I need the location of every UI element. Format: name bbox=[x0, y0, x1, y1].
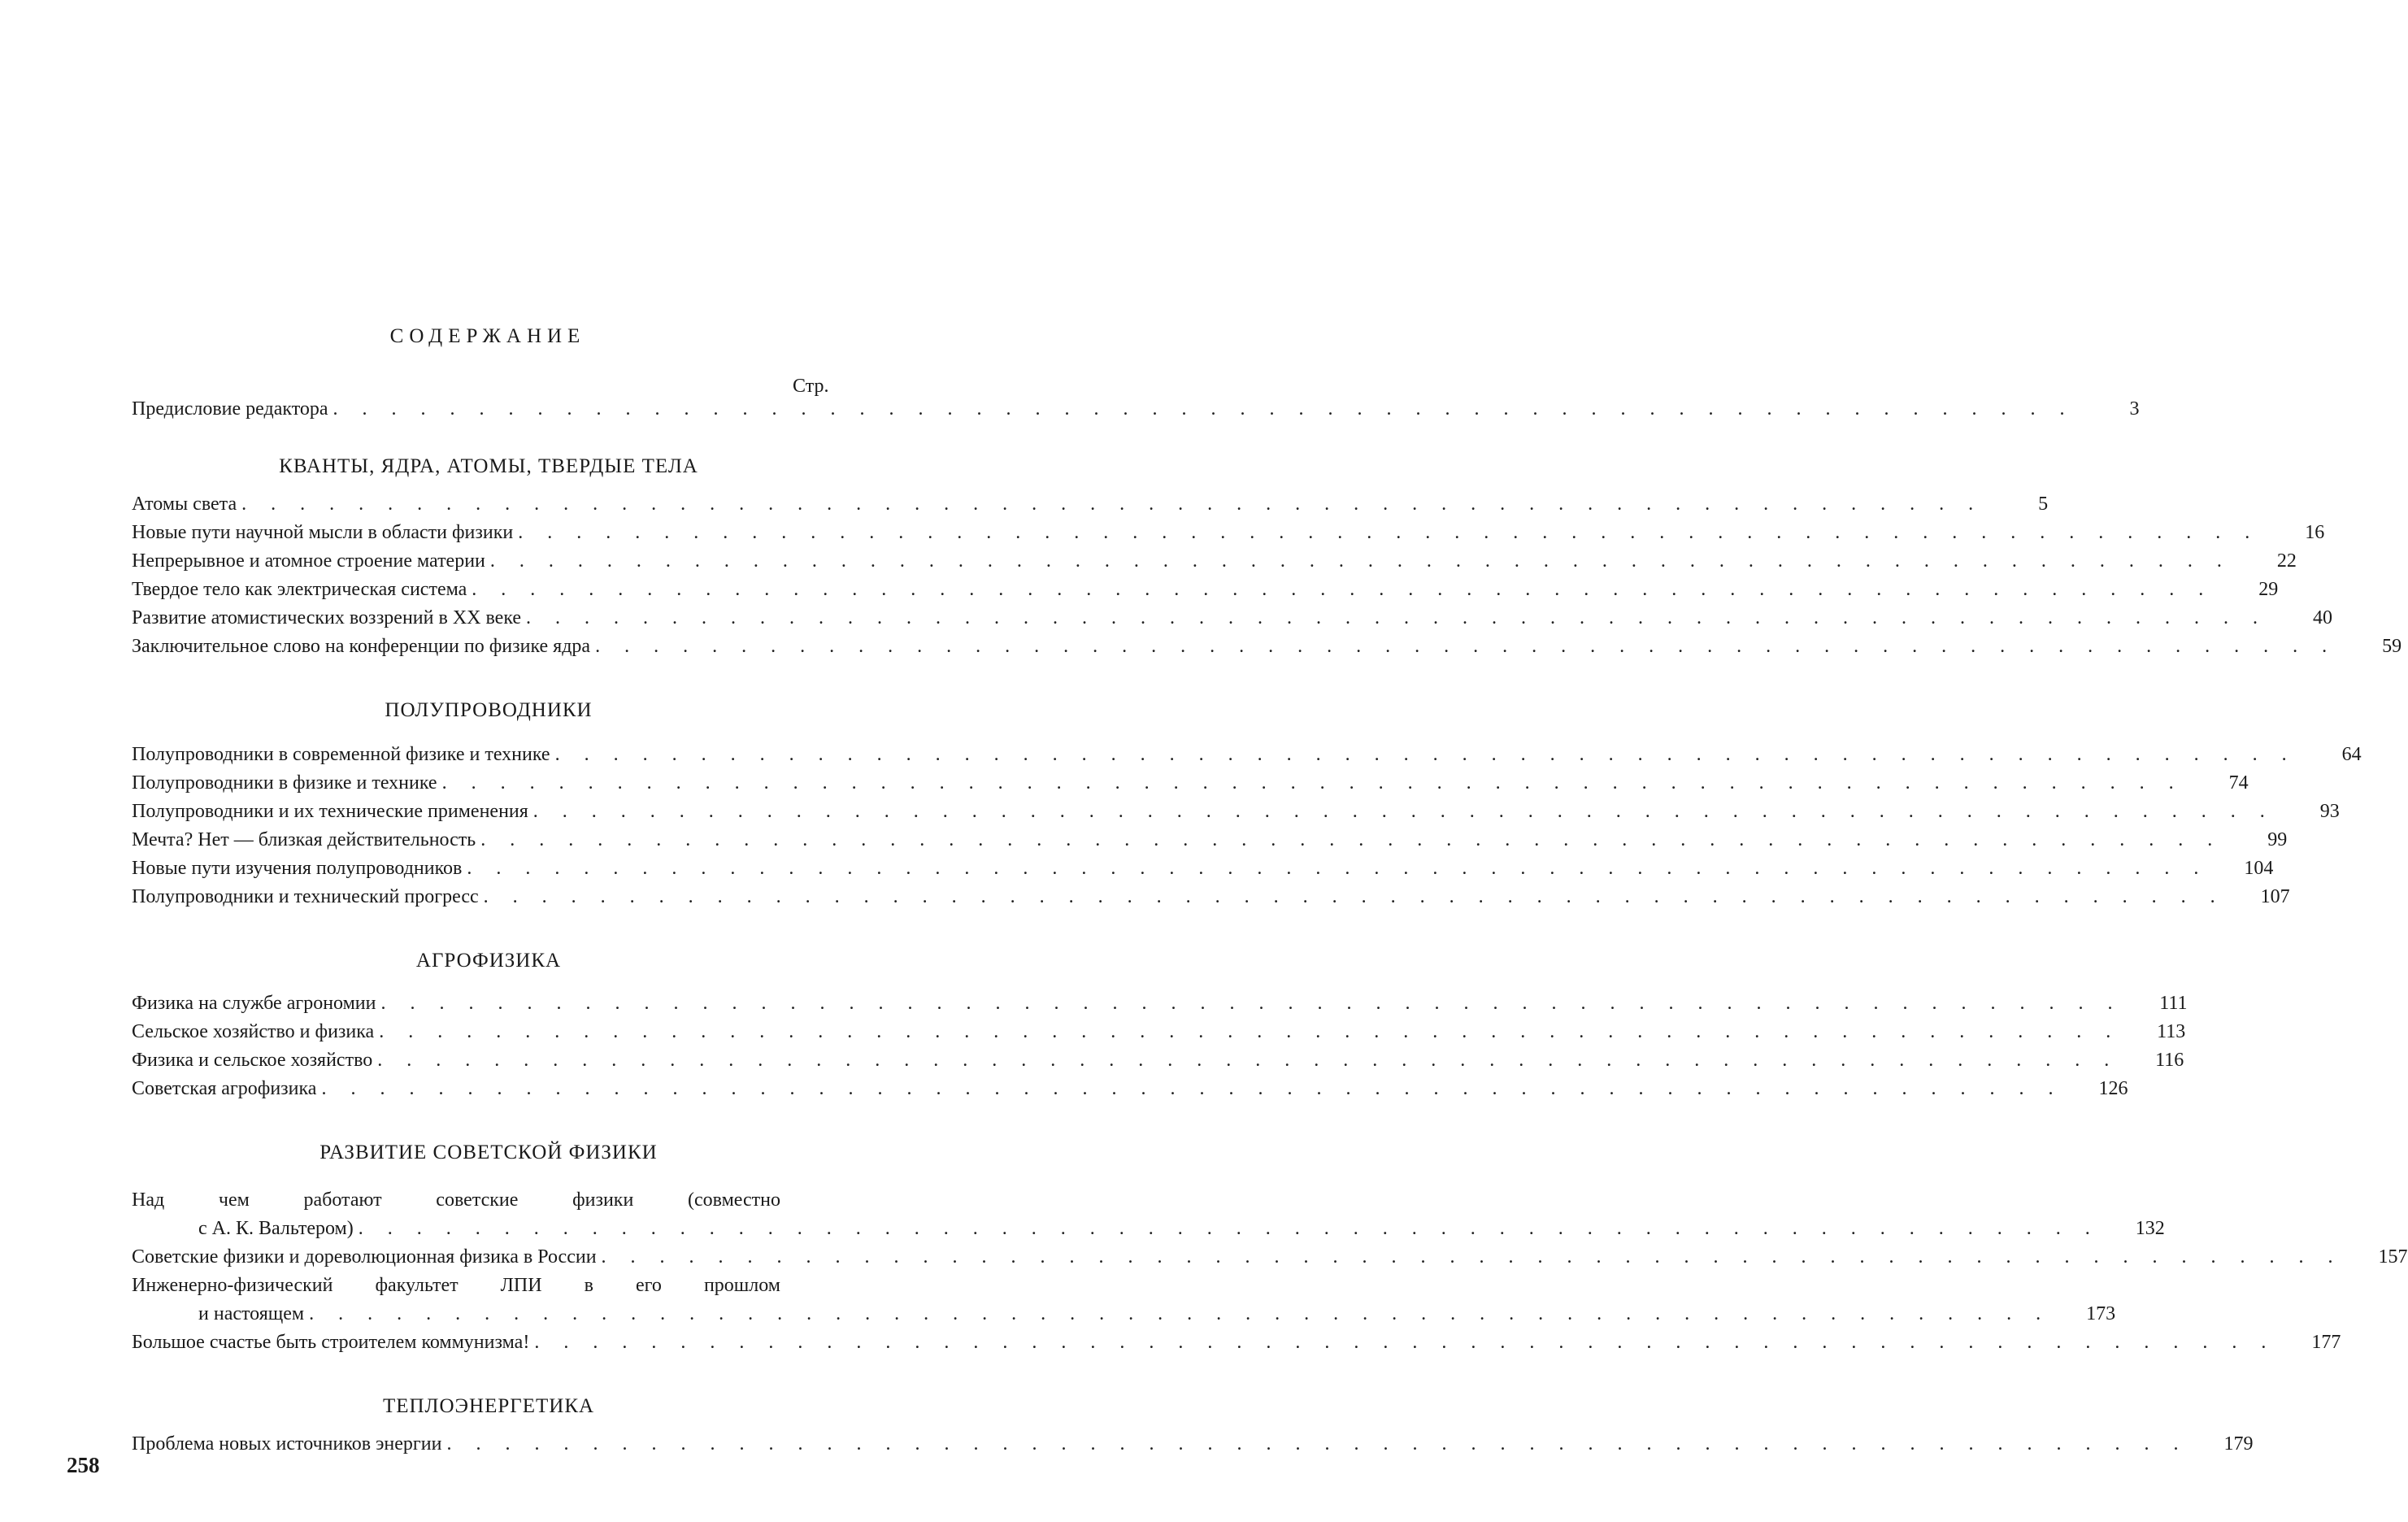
toc-entry bbox=[132, 576, 2279, 604]
toc-entry bbox=[132, 1018, 2186, 1046]
toc-entry bbox=[132, 490, 2049, 519]
section-heading: ПОЛУПРОВОДНИКИ bbox=[385, 699, 593, 721]
entry-title: Новые пути изучения полупроводников bbox=[132, 858, 463, 879]
dot-leader: . . . . . . . . . . . . . . . . . . . . . . . . . . . . . . . . . . . . . . . . . . . . . . . . . . . . . . . . . . . . bbox=[534, 1332, 2276, 1353]
entry-title-line1: Инженерно-физический факультет ЛПИ в его прошлом bbox=[132, 1275, 780, 1296]
entry-page: 107 bbox=[2260, 886, 2290, 907]
dot-leader: . . . . . . . . . . . . . . . . . . . . . . . . . . . . . . . . . . . . . . . . . . . . . . . . . . . . . . . . . . . . bbox=[441, 772, 2184, 794]
entry-title: Полупроводники в современной физике и технике bbox=[132, 744, 550, 765]
entry-page: 3 bbox=[2129, 398, 2140, 420]
entry-page: 132 bbox=[2135, 1218, 2165, 1239]
toc-entry bbox=[132, 1046, 2184, 1075]
toc-section bbox=[132, 697, 2362, 911]
toc-entry bbox=[132, 1075, 2128, 1103]
entry-page: 104 bbox=[2244, 858, 2274, 879]
section-heading: АГРОФИЗИКА bbox=[415, 950, 562, 972]
toc-section bbox=[132, 453, 2402, 661]
dot-leader: . . . . . . . . . . . . . . . . . . . . . . . . . . . . . . . . . . . . . . . . . . . . . . . . . . . . . . . . . . . . bbox=[446, 1433, 2188, 1455]
dot-leader: . . . . . . . . . . . . . . . . . . . . . . . . . . . . . . . . . . . . . . . . . . . . . . . . . . . . . . . . . . . . bbox=[595, 636, 2337, 657]
dot-leader: . . . . . . . . . . . . . . . . . . . . . . . . . . . . . . . . . . . . . . . . . . . . . . . . . . . . . . . . . . . . bbox=[333, 398, 2075, 420]
dot-leader: . . . . . . . . . . . . . . . . . . . . . . . . . . . . . . . . . . . . . . . . . . . . . . . . . . . . . . . . . . . . bbox=[601, 1246, 2343, 1268]
toc-section bbox=[132, 1139, 2408, 1357]
dot-leader: . . . . . . . . . . . . . . . . . . . . . . . . . . . . . . . . . . . . . . . . . . . . . . . . . . . . . . . . . . . . bbox=[489, 550, 2232, 572]
entry-title: Полупроводники и технический прогресс bbox=[132, 886, 479, 907]
entry-title: Советская агрофизика bbox=[132, 1078, 317, 1099]
entry-page: 22 bbox=[2276, 550, 2297, 572]
page-number: 258 bbox=[67, 1453, 100, 1477]
page-column-label: Стр. bbox=[793, 376, 829, 397]
entry-title: Проблема новых источников энергии bbox=[132, 1433, 442, 1455]
toc-section bbox=[132, 1393, 2254, 1459]
section-heading: РАЗВИТИЕ СОВЕТСКОЙ ФИЗИКИ bbox=[319, 1142, 658, 1163]
entry-title: Физика и сельское хозяйство bbox=[132, 1050, 373, 1071]
section-heading: ТЕПЛОЭНЕРГЕТИКА bbox=[382, 1395, 595, 1417]
dot-leader: . . . . . . . . . . . . . . . . . . . . . . . . . . . . . . . . . . . . . . . . . . . . . . . . . . . . . . . . . . . . bbox=[554, 744, 2297, 765]
entry-title: Новые пути научной мысли в области физики bbox=[132, 522, 514, 543]
entry-page: 59 bbox=[2382, 636, 2402, 657]
entry-title: Предисловие редактора bbox=[132, 398, 328, 420]
entry-page: 126 bbox=[2098, 1078, 2128, 1099]
entry-page: 116 bbox=[2155, 1050, 2184, 1071]
entry-page: 74 bbox=[2228, 772, 2249, 794]
toc-entry bbox=[132, 604, 2333, 633]
dot-leader: . . . . . . . . . . . . . . . . . . . . . . . . . . . . . . . . . . . . . . . . . . . . . . . . . . . . . . . . . . . . bbox=[309, 1303, 2051, 1324]
entry-title: Атомы света bbox=[132, 494, 237, 515]
toc-entry bbox=[132, 1430, 2254, 1459]
entry-title: Непрерывное и атомное строение материи bbox=[132, 550, 485, 572]
toc-entry bbox=[132, 741, 2362, 769]
toc-entry bbox=[132, 547, 2297, 576]
entry-page: 40 bbox=[2313, 607, 2333, 628]
toc-entry bbox=[132, 769, 2249, 798]
entry-title: Физика на службе агрономии bbox=[132, 993, 376, 1014]
entry-title-line1: Над чем работают советские физики (совместно bbox=[132, 1189, 780, 1211]
entry-page: 99 bbox=[2267, 829, 2288, 850]
toc-body bbox=[132, 395, 2408, 1459]
toc-entry bbox=[132, 1328, 2341, 1357]
entry-title: и настоящем bbox=[198, 1303, 305, 1324]
entry-page: 29 bbox=[2258, 579, 2279, 600]
entry-title: Полупроводники в физике и технике bbox=[132, 772, 437, 794]
dot-leader: . . . . . . . . . . . . . . . . . . . . . . . . . . . . . . . . . . . . . . . . . . . . . . . . . . . . . . . . . . . . bbox=[321, 1078, 2063, 1099]
dot-leader: . . . . . . . . . . . . . . . . . . . . . . . . . . . . . . . . . . . . . . . . . . . . . . . . . . . . . . . . . . . . bbox=[532, 801, 2275, 822]
entry-title: с А. К. Вальтером) bbox=[198, 1218, 354, 1239]
dot-leader: . . . . . . . . . . . . . . . . . . . . . . . . . . . . . . . . . . . . . . . . . . . . . . . . . . . . . . . . . . . . bbox=[358, 1218, 2100, 1239]
toc-entry bbox=[132, 826, 2288, 854]
dot-leader: . . . . . . . . . . . . . . . . . . . . . . . . . . . . . . . . . . . . . . . . . . . . . . . . . . . . . . . . . . . . bbox=[467, 858, 2209, 879]
entry-page: 113 bbox=[2157, 1021, 2186, 1042]
entry-title: Твердое тело как электрическая система bbox=[132, 579, 467, 600]
toc-entry bbox=[132, 798, 2340, 826]
entry-title: Советские физики и дореволюционная физика в России bbox=[132, 1246, 597, 1268]
entry-title: Мечта? Нет — близкая действительность bbox=[132, 829, 476, 850]
dot-leader: . . . . . . . . . . . . . . . . . . . . . . . . . . . . . . . . . . . . . . . . . . . . . . . . . . . . . . . . . . . . bbox=[518, 522, 2260, 543]
entry-page: 64 bbox=[2341, 744, 2362, 765]
toc-entry bbox=[132, 1215, 2165, 1243]
toc-entry bbox=[132, 883, 2290, 911]
entry-page: 177 bbox=[2311, 1332, 2341, 1353]
entry-page: 157 bbox=[2378, 1246, 2408, 1268]
entry-title: Сельское хозяйство и физика bbox=[132, 1021, 375, 1042]
toc-entry bbox=[132, 1300, 2116, 1328]
entry-title: Заключительное слово на конференции по физике ядра bbox=[132, 636, 591, 657]
dot-leader: . . . . . . . . . . . . . . . . . . . . . . . . . . . . . . . . . . . . . . . . . . . . . . . . . . . . . . . . . . . . bbox=[526, 607, 2268, 628]
toc-sections bbox=[132, 453, 2408, 1459]
entry-title: Полупроводники и их технические применения bbox=[132, 801, 528, 822]
entry-page: 16 bbox=[2305, 522, 2325, 543]
entry-page: 93 bbox=[2319, 801, 2340, 822]
dot-leader: . . . . . . . . . . . . . . . . . . . . . . . . . . . . . . . . . . . . . . . . . . . . . . . . . . . . . . . . . . . . bbox=[380, 993, 2123, 1014]
toc-title: СОДЕРЖАНИЕ bbox=[389, 325, 586, 347]
toc-entry bbox=[132, 633, 2402, 661]
entry-title: Большое счастье быть строителем коммунизма! bbox=[132, 1332, 530, 1353]
toc-entry bbox=[132, 519, 2325, 547]
toc-entry-multiline bbox=[132, 1186, 2165, 1243]
entry-page: 173 bbox=[2086, 1303, 2116, 1324]
dot-leader: . . . . . . . . . . . . . . . . . . . . . . . . . . . . . . . . . . . . . . . . . . . . . . . . . . . . . . . . . . . . bbox=[241, 494, 1984, 515]
dot-leader: . . . . . . . . . . . . . . . . . . . . . . . . . . . . . . . . . . . . . . . . . . . . . . . . . . . . . . . . . . . . bbox=[472, 579, 2214, 600]
dot-leader: . . . . . . . . . . . . . . . . . . . . . . . . . . . . . . . . . . . . . . . . . . . . . . . . . . . . . . . . . . . . bbox=[377, 1050, 2119, 1071]
entry-page: 111 bbox=[2159, 993, 2188, 1014]
dot-leader: . . . . . . . . . . . . . . . . . . . . . . . . . . . . . . . . . . . . . . . . . . . . . . . . . . . . . . . . . . . . bbox=[480, 829, 2223, 850]
toc-entry bbox=[132, 854, 2274, 883]
section-heading: КВАНТЫ, ЯДРА, АТОМЫ, ТВЕРДЫЕ ТЕЛА bbox=[279, 455, 698, 477]
dot-leader: . . . . . . . . . . . . . . . . . . . . . . . . . . . . . . . . . . . . . . . . . . . . . . . . . . . . . . . . . . . . bbox=[379, 1021, 2121, 1042]
dot-leader: . . . . . . . . . . . . . . . . . . . . . . . . . . . . . . . . . . . . . . . . . . . . . . . . . . . . . . . . . . . . bbox=[483, 886, 2225, 907]
entry-page: 179 bbox=[2223, 1433, 2254, 1455]
toc-entry-multiline bbox=[132, 1272, 2116, 1328]
toc-entry bbox=[132, 1243, 2408, 1272]
toc-entry bbox=[132, 989, 2188, 1018]
entry-page: 5 bbox=[2038, 494, 2049, 515]
toc-entry-foreword bbox=[132, 395, 2140, 424]
toc-section bbox=[132, 947, 2188, 1103]
entry-title: Развитие атомистических воззрений в XX веке bbox=[132, 607, 522, 628]
